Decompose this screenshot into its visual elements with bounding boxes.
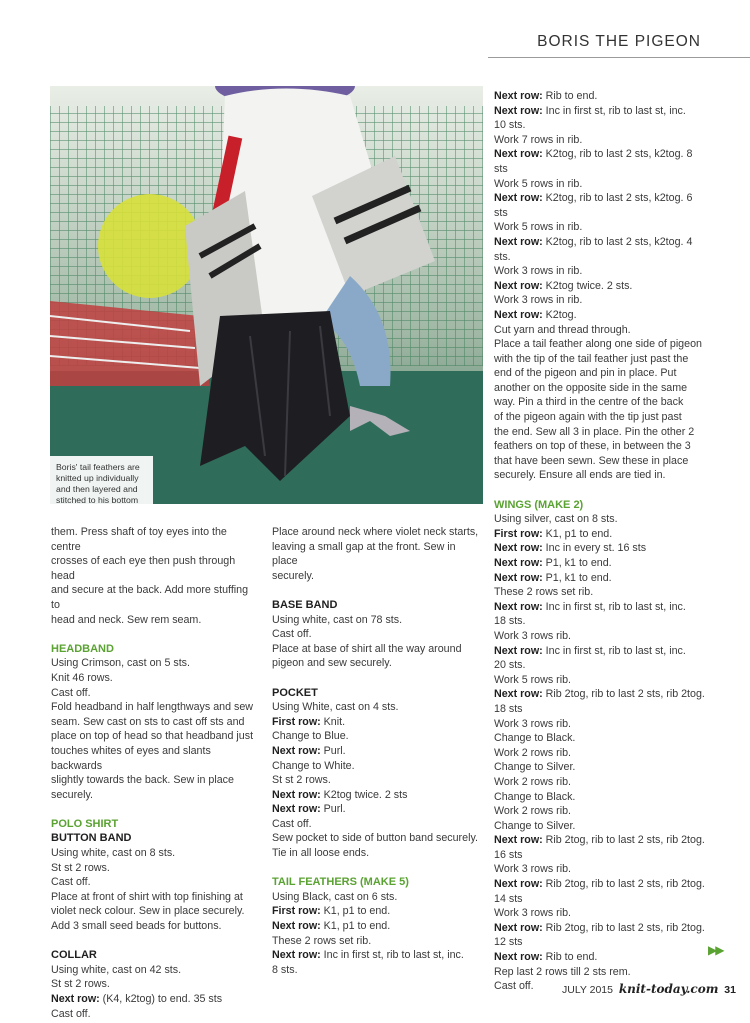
row-text: K1, p1 to end. bbox=[542, 527, 613, 540]
body-line: 18 sts. bbox=[494, 615, 526, 628]
spacer bbox=[272, 583, 482, 598]
row-label: Next row: bbox=[494, 557, 543, 569]
row-label: Next row: bbox=[272, 744, 321, 757]
body-line bbox=[494, 279, 706, 294]
body-line: seam. Sew cast on sts to cast off sts and bbox=[51, 715, 245, 728]
row-text: K1, p1 to end. bbox=[320, 920, 391, 933]
row-label: Next row: bbox=[494, 542, 543, 555]
row-text: K2tog. bbox=[542, 308, 577, 321]
body-line bbox=[494, 527, 706, 542]
body-line: feathers on top of these, in between the 3 bbox=[494, 440, 691, 453]
body-line: 12 sts bbox=[494, 936, 523, 949]
row-label: Next row: bbox=[494, 951, 543, 964]
section-heading: BASE BAND bbox=[272, 598, 338, 611]
row-text: P1, k1 to end. bbox=[542, 557, 612, 569]
row-text: Inc in first st, rib to last st, inc. bbox=[542, 104, 686, 117]
section-heading: WINGS (MAKE 2) bbox=[494, 498, 584, 511]
body-line: Using white, cast on 42 sts. bbox=[51, 963, 182, 976]
body-line: Work 2 rows rib. bbox=[494, 805, 572, 818]
body-line: Work 2 rows rib. bbox=[494, 746, 572, 759]
body-line: These 2 rows set rib. bbox=[494, 586, 594, 599]
row-text: Purl. bbox=[320, 744, 346, 757]
body-line: 8 sts. bbox=[272, 963, 298, 976]
body-line: Rep last 2 rows till 2 sts rem. bbox=[494, 965, 631, 978]
row-text: Rib 2tog, rib to last 2 sts, rib 2tog. bbox=[542, 878, 705, 891]
row-label: Next row: bbox=[494, 192, 543, 205]
row-text: Inc in first st, rib to last st, inc. bbox=[542, 600, 686, 613]
body-line: Work 5 rows rib. bbox=[494, 673, 572, 686]
row-text: Inc in first st, rib to last st, inc. bbox=[320, 949, 464, 962]
row-label: Next row: bbox=[51, 993, 100, 1005]
body-line: Using Crimson, cast on 5 sts. bbox=[51, 657, 190, 670]
body-line: another on the opposite side in the same bbox=[494, 381, 688, 394]
body-line: Cast off. bbox=[51, 1007, 91, 1020]
spacer bbox=[272, 671, 482, 686]
spacer bbox=[51, 802, 259, 817]
row-text: K2tog twice. 2 sts bbox=[320, 788, 408, 801]
body-line: Work 5 rows in rib. bbox=[494, 177, 583, 190]
body-line: Work 3 rows in rib. bbox=[494, 294, 583, 307]
row-label: Next row: bbox=[494, 644, 543, 657]
body-line: securely. Ensure all ends are tied in. bbox=[494, 469, 666, 482]
body-line: 14 sts bbox=[494, 892, 523, 905]
body-line: Using White, cast on 4 sts. bbox=[272, 701, 399, 714]
row-text: Inc in every st. 16 sts bbox=[542, 542, 647, 555]
body-line: 10 sts. bbox=[494, 119, 526, 132]
body-line: Change to Black. bbox=[494, 790, 576, 803]
body-line: Change to Black. bbox=[494, 732, 576, 745]
body-line: Work 5 rows in rib. bbox=[494, 221, 583, 234]
row-text: Purl. bbox=[320, 803, 346, 816]
body-line: slightly towards the back. Sew in place bbox=[51, 774, 234, 787]
body-line: 16 sts bbox=[494, 848, 523, 861]
page-footer bbox=[562, 982, 736, 996]
body-line: 20 sts. bbox=[494, 659, 526, 672]
body-line: Place at front of shirt with top finishing at bbox=[51, 890, 243, 903]
body-line bbox=[272, 802, 482, 817]
row-label: Next row: bbox=[494, 308, 543, 321]
row-label: First row: bbox=[494, 527, 543, 540]
body-line bbox=[494, 950, 706, 965]
body-line: Sew pocket to side of button band securely. bbox=[272, 832, 478, 845]
section-heading: POLO SHIRT bbox=[51, 817, 119, 830]
row-label: Next row: bbox=[494, 688, 543, 701]
spacer bbox=[51, 934, 259, 949]
body-line: Cast off. bbox=[272, 817, 312, 830]
row-text: Rib 2tog, rib to last 2 sts, rib 2tog. bbox=[542, 688, 705, 701]
body-line: Change to Silver. bbox=[494, 761, 576, 774]
row-text: Rib 2tog, rib to last 2 sts, rib 2tog. bbox=[542, 834, 705, 847]
body-line bbox=[272, 948, 482, 963]
body-line bbox=[494, 877, 706, 892]
body-line bbox=[272, 788, 482, 803]
header-rule bbox=[488, 57, 750, 58]
pigeon-illustration bbox=[50, 86, 483, 504]
spacer bbox=[272, 861, 482, 876]
row-text: (K4, k2tog) to end. 35 sts bbox=[99, 993, 223, 1005]
body-line bbox=[494, 600, 706, 615]
body-line: Cast off. bbox=[272, 628, 312, 641]
body-line: Work 3 rows rib. bbox=[494, 863, 572, 876]
row-label: Next row: bbox=[272, 788, 321, 801]
body-line: Cast off. bbox=[51, 876, 91, 889]
body-line: place on top of head so that headband just bbox=[51, 730, 254, 743]
row-label: Next row: bbox=[494, 921, 543, 934]
body-line: Tie in all loose ends. bbox=[272, 847, 370, 860]
issue-date: JULY 2015 bbox=[562, 984, 613, 996]
row-label: Next row: bbox=[494, 148, 543, 161]
body-line bbox=[272, 715, 482, 730]
row-label: Next row: bbox=[494, 600, 543, 613]
row-text: Rib to end. bbox=[542, 951, 598, 964]
caption-line: knitted up individually bbox=[56, 473, 139, 483]
text-column-3 bbox=[494, 89, 706, 994]
body-line: securely. bbox=[272, 569, 314, 582]
body-line bbox=[494, 89, 706, 104]
row-text: K2tog, rib to last 2 sts, k2tog. 8 sts bbox=[494, 148, 693, 175]
row-label: First row: bbox=[272, 715, 321, 728]
row-label: Next row: bbox=[272, 949, 321, 962]
site-name: knit-today.com bbox=[618, 982, 719, 996]
body-line: 18 sts bbox=[494, 702, 523, 715]
spacer bbox=[51, 627, 259, 642]
body-line: Work 3 rows rib. bbox=[494, 907, 572, 920]
body-line: Work 3 rows rib. bbox=[494, 717, 572, 730]
body-line: St st 2 rows. bbox=[51, 978, 110, 991]
body-line: pigeon and sew securely. bbox=[272, 657, 392, 670]
body-line bbox=[494, 541, 706, 556]
body-line bbox=[494, 191, 706, 220]
body-line bbox=[494, 921, 706, 936]
body-line: Change to Blue. bbox=[272, 730, 349, 743]
row-text: K2tog, rib to last 2 sts, k2tog. 6 sts bbox=[494, 192, 693, 219]
row-label: First row: bbox=[272, 905, 321, 918]
spacer bbox=[494, 483, 706, 498]
caption-line: stitched to his bottom bbox=[56, 495, 139, 504]
body-line bbox=[494, 833, 706, 848]
body-line bbox=[494, 556, 706, 571]
section-heading: HEADBAND bbox=[51, 642, 114, 655]
body-line bbox=[272, 919, 482, 934]
body-line: Using Black, cast on 6 sts. bbox=[272, 890, 398, 903]
section-heading: TAIL FEATHERS (MAKE 5) bbox=[272, 876, 409, 889]
body-line bbox=[494, 571, 706, 586]
row-label: Next row: bbox=[494, 104, 543, 117]
continue-arrow-icon: ▶▶ bbox=[708, 943, 723, 957]
body-line bbox=[494, 235, 706, 250]
body-line: crosses of each eye then push through head bbox=[51, 555, 236, 582]
row-label: Next row: bbox=[494, 571, 543, 584]
row-label: Next row: bbox=[494, 878, 543, 891]
row-text: Inc in first st, rib to last st, inc. bbox=[542, 644, 686, 657]
body-line: way. Pin a third in the centre of the back bbox=[494, 396, 684, 409]
text-column-1 bbox=[51, 525, 259, 1021]
body-line: Work 2 rows rib. bbox=[494, 775, 572, 788]
body-line bbox=[494, 308, 706, 323]
body-line: St st 2 rows. bbox=[272, 774, 331, 787]
body-line: Change to Silver. bbox=[494, 819, 576, 832]
row-text: Rib 2tog, rib to last 2 sts, rib 2tog. bbox=[542, 921, 705, 934]
row-text: Knit. bbox=[320, 715, 346, 728]
row-text: K1, p1 to end. bbox=[320, 905, 391, 918]
body-line: sts. bbox=[494, 250, 511, 263]
body-line bbox=[494, 147, 706, 176]
body-line: securely. bbox=[51, 788, 93, 801]
body-line: Knit 46 rows. bbox=[51, 671, 113, 684]
body-line: Cast off. bbox=[494, 980, 534, 993]
row-label: Next row: bbox=[494, 90, 543, 102]
body-line: Using white, cast on 8 sts. bbox=[51, 847, 176, 860]
body-line: Add 3 small seed beads for buttons. bbox=[51, 920, 222, 933]
body-line: Using silver, cast on 8 sts. bbox=[494, 513, 618, 526]
body-line: violet neck colour. Sew in place securely. bbox=[51, 905, 245, 918]
section-heading: POCKET bbox=[272, 686, 318, 699]
body-line bbox=[272, 904, 482, 919]
body-line bbox=[272, 744, 482, 759]
body-line: them. Press shaft of toy eyes into the centre bbox=[51, 526, 227, 553]
row-label: Next row: bbox=[494, 834, 543, 847]
section-title: BORIS THE PIGEON bbox=[537, 33, 701, 50]
body-line bbox=[494, 104, 706, 119]
row-label: Next row: bbox=[272, 803, 321, 816]
body-line: Work 7 rows in rib. bbox=[494, 133, 583, 146]
body-line: leaving a small gap at the front. Sew in place bbox=[272, 540, 456, 568]
pigeon-photo bbox=[50, 86, 483, 504]
body-line: Place at base of shirt all the way around bbox=[272, 642, 462, 655]
body-line: Place a tail feather along one side of pigeon bbox=[494, 338, 702, 351]
body-line bbox=[494, 644, 706, 659]
row-label: Next row: bbox=[272, 920, 321, 933]
body-line bbox=[494, 687, 706, 702]
body-line: Change to White. bbox=[272, 759, 355, 772]
caption-line: and then layered and bbox=[56, 484, 138, 494]
section-heading: BUTTON BAND bbox=[51, 832, 132, 845]
row-label: Next row: bbox=[494, 279, 543, 292]
row-text: K2tog twice. 2 sts. bbox=[542, 279, 633, 292]
text-column-2 bbox=[272, 525, 482, 977]
body-line: St st 2 rows. bbox=[51, 861, 110, 874]
body-line: and secure at the back. Add more stuffing to bbox=[51, 584, 249, 611]
section-heading: COLLAR bbox=[51, 949, 97, 962]
body-line: Using white, cast on 78 sts. bbox=[272, 613, 403, 626]
body-line bbox=[51, 992, 259, 1007]
body-line: Cast off. bbox=[51, 686, 91, 699]
body-line: the end. Sew all 3 in place. Pin the other 2 bbox=[494, 425, 695, 438]
row-text: P1, k1 to end. bbox=[542, 571, 612, 584]
body-line: Work 3 rows in rib. bbox=[494, 265, 583, 278]
row-text: Rib to end. bbox=[542, 90, 598, 102]
body-line: Work 3 rows rib. bbox=[494, 629, 572, 642]
row-text: K2tog, rib to last 2 sts, k2tog. 4 bbox=[542, 235, 693, 248]
body-line: touches whites of eyes and slants backwards bbox=[51, 744, 211, 772]
body-line: of the pigeon again with the tip just past bbox=[494, 411, 682, 424]
caption-line: Boris' tail feathers are bbox=[56, 462, 140, 472]
body-line: Cut yarn and thread through. bbox=[494, 323, 631, 336]
body-line: Place around neck where violet neck starts, bbox=[272, 526, 479, 538]
page-number: 31 bbox=[724, 984, 736, 996]
body-line: head and neck. Sew rem seam. bbox=[51, 613, 202, 626]
photo-caption bbox=[50, 456, 153, 504]
body-line: end of the pigeon and pin in place. Put bbox=[494, 367, 677, 380]
body-line: Fold headband in half lengthways and sew bbox=[51, 701, 254, 714]
body-line: These 2 rows set rib. bbox=[272, 934, 372, 947]
row-label: Next row: bbox=[494, 235, 543, 248]
body-line: with the tip of the tail feather just past the bbox=[494, 352, 689, 365]
body-line: that have been sewn. Sew these in place bbox=[494, 454, 689, 467]
